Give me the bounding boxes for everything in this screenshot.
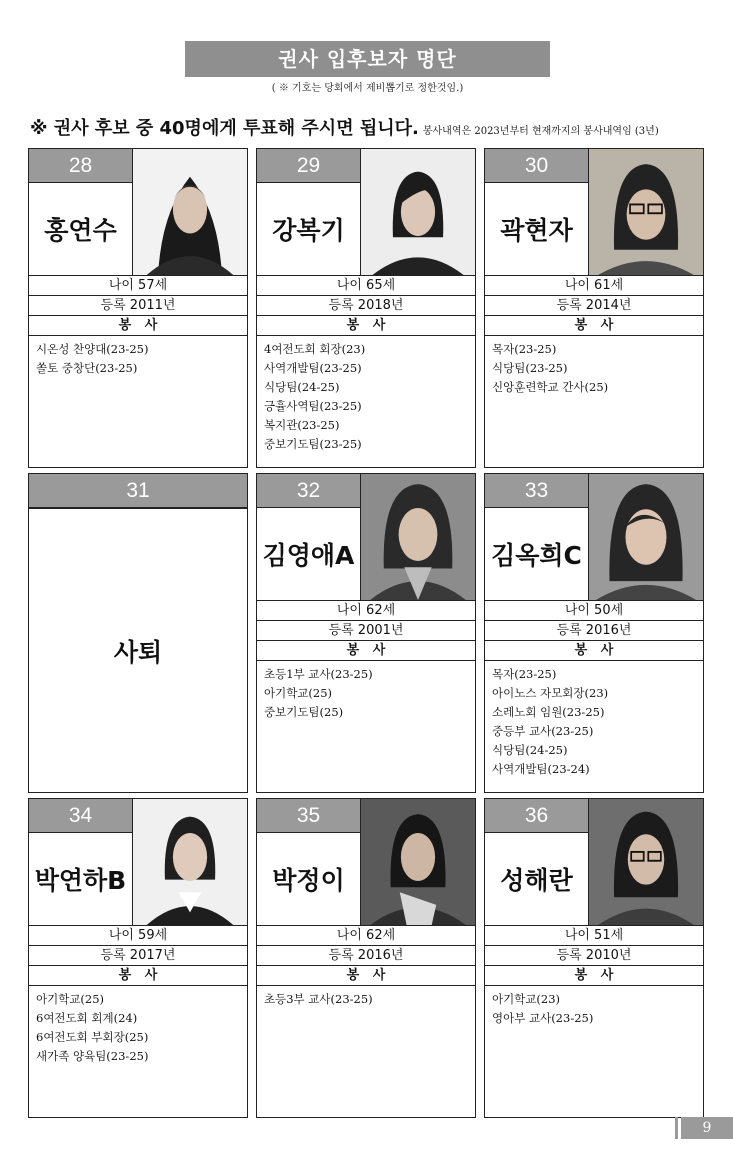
service-item: 긍휼사역팀(23-25): [264, 399, 362, 413]
service-item: 사역개발팀(23-24): [492, 762, 590, 776]
service-header: 봉 사: [257, 315, 475, 335]
service-item: 식당팀(24-25): [492, 743, 568, 757]
candidate-name: 강복기: [257, 183, 361, 275]
candidate-photo: [133, 799, 247, 925]
service-item: 4여전도회 회장(23): [264, 342, 366, 356]
candidate-card-29: [256, 148, 476, 468]
service-item: 신앙훈련학교 간사(25): [492, 380, 609, 394]
candidate-card-36: [484, 798, 704, 1118]
service-header: 봉 사: [257, 640, 475, 660]
candidate-number: 36: [485, 799, 589, 833]
candidate-registered: 등록 2011년: [29, 295, 247, 315]
service-header: 봉 사: [29, 315, 247, 335]
candidate-photo: [589, 799, 703, 925]
candidate-card-32: [256, 473, 476, 793]
candidate-age: 나이 51세: [485, 925, 703, 945]
withdrawn-status: 사퇴: [29, 508, 247, 792]
candidate-number: 30: [485, 149, 589, 183]
service-item: 아기학교(23): [492, 992, 561, 1006]
service-header: 봉 사: [485, 315, 703, 335]
candidate-registered: 등록 2017년: [29, 945, 247, 965]
service-item: 복지관(23-25): [264, 418, 340, 432]
service-item: 초등1부 교사(23-25): [264, 667, 373, 681]
candidate-age: 나이 59세: [29, 925, 247, 945]
notice-note: 봉사내역은 2023년부터 현재까지의 봉사내역임 (3년): [422, 126, 659, 137]
service-list: [485, 985, 703, 1028]
service-item: 중등부 교사(23-25): [492, 724, 594, 738]
candidate-photo: [361, 149, 475, 275]
candidate-age: 나이 62세: [257, 925, 475, 945]
candidate-age: 나이 50세: [485, 600, 703, 620]
candidate-number: 29: [257, 149, 361, 183]
candidate-name: 박연하B: [29, 833, 133, 925]
candidate-card-31: [28, 473, 248, 793]
candidate-card-35: [256, 798, 476, 1118]
candidate-name: 홍연수: [29, 183, 133, 275]
candidate-name: 곽현자: [485, 183, 589, 275]
service-item: 6여전도회 부회장(25): [36, 1030, 149, 1044]
service-item: 목자(23-25): [492, 667, 557, 681]
candidate-registered: 등록 2001년: [257, 620, 475, 640]
candidate-photo: [361, 799, 475, 925]
candidate-number: 32: [257, 474, 361, 508]
service-item: 6여전도회 회계(24): [36, 1011, 138, 1025]
notice-main: ※ 권사 후보 중 40명에게 투표해 주시면 됩니다.: [30, 118, 419, 139]
candidate-registered: 등록 2010년: [485, 945, 703, 965]
service-list: [485, 335, 703, 397]
candidate-age: 나이 61세: [485, 275, 703, 295]
service-item: 아이노스 자모회장(23): [492, 686, 609, 700]
candidate-age: 나이 62세: [257, 600, 475, 620]
candidate-number: 33: [485, 474, 589, 508]
service-item: 쏠토 중창단(23-25): [36, 361, 138, 375]
page-subtitle: ( ※ 기호는 당회에서 제비뽑기로 정한것임.): [271, 83, 464, 94]
candidate-age: 나이 65세: [257, 275, 475, 295]
service-item: 식당팀(24-25): [264, 380, 340, 394]
service-item: 중보기도팀(23-25): [264, 437, 362, 451]
service-header: 봉 사: [485, 640, 703, 660]
page-number: 9: [681, 1117, 733, 1139]
service-list: [29, 335, 247, 378]
service-list: [257, 985, 475, 1009]
candidate-name: 김영애A: [257, 508, 361, 600]
candidate-number: 28: [29, 149, 133, 183]
service-header: 봉 사: [29, 965, 247, 985]
service-item: 소레노회 임원(23-25): [492, 705, 605, 719]
service-item: 새가족 양육팀(23-25): [36, 1049, 149, 1063]
candidate-name: 박정이: [257, 833, 361, 925]
voting-notice: [30, 114, 730, 140]
service-item: 식당팀(23-25): [492, 361, 568, 375]
candidate-photo: [589, 149, 703, 275]
page-title: 권사 입후보자 명단: [185, 41, 550, 77]
service-header: 봉 사: [257, 965, 475, 985]
service-list: [29, 985, 247, 1066]
candidate-age: 나이 57세: [29, 275, 247, 295]
candidate-number: 34: [29, 799, 133, 833]
candidate-number: 35: [257, 799, 361, 833]
candidate-name: 김옥희C: [485, 508, 589, 600]
service-item: 초등3부 교사(23-25): [264, 992, 373, 1006]
candidate-photo: [361, 474, 475, 600]
candidate-registered: 등록 2014년: [485, 295, 703, 315]
service-item: 아기학교(25): [264, 686, 333, 700]
service-header: 봉 사: [485, 965, 703, 985]
candidate-registered: 등록 2018년: [257, 295, 475, 315]
candidate-name: 성해란: [485, 833, 589, 925]
candidate-photo: [133, 149, 247, 275]
service-item: 사역개발팀(23-25): [264, 361, 362, 375]
service-item: 영아부 교사(23-25): [492, 1011, 594, 1025]
service-item: 목자(23-25): [492, 342, 557, 356]
candidate-card-28: [28, 148, 248, 468]
candidate-registered: 등록 2016년: [485, 620, 703, 640]
service-list: [485, 660, 703, 779]
candidate-photo: [589, 474, 703, 600]
service-item: 아기학교(25): [36, 992, 105, 1006]
candidate-card-34: [28, 798, 248, 1118]
candidate-card-30: [484, 148, 704, 468]
candidate-card-33: [484, 473, 704, 793]
candidate-registered: 등록 2016년: [257, 945, 475, 965]
service-list: [257, 660, 475, 722]
candidate-number: 31: [29, 474, 247, 508]
service-item: 시온성 찬양대(23-25): [36, 342, 149, 356]
service-list: [257, 335, 475, 454]
service-item: 중보기도팀(25): [264, 705, 344, 719]
